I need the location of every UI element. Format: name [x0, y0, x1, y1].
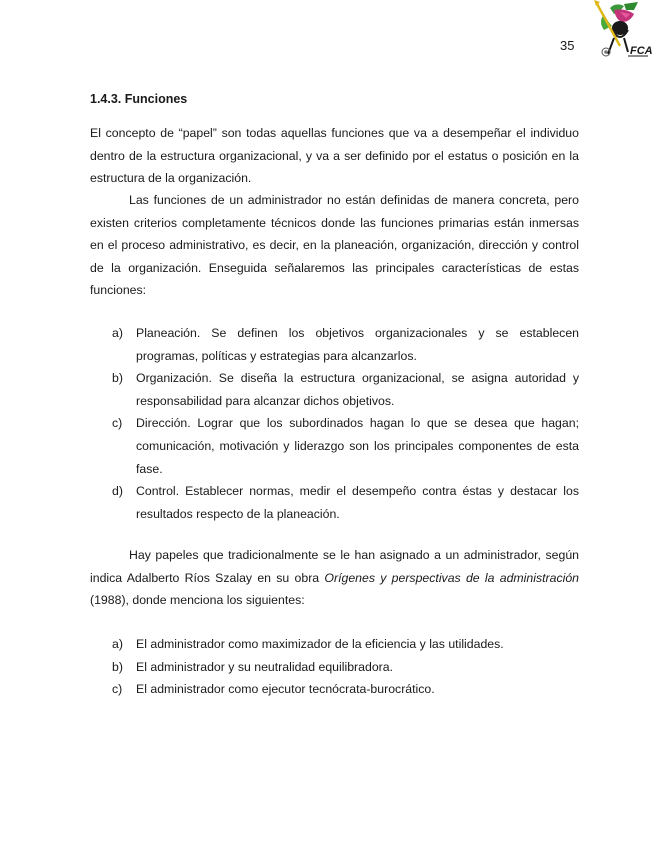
functions-list [90, 322, 579, 525]
fca-mascot-icon [590, 0, 652, 62]
list-marker: c) [112, 416, 123, 431]
list-item [90, 656, 579, 679]
list-marker: a) [112, 637, 123, 651]
list-marker: b) [112, 659, 123, 674]
list-item-text: El administrador como ejecutor tecnócrata-burocrático. [136, 682, 435, 697]
list-item [90, 678, 579, 701]
list-item-text: El administrador como maximizador de la eficiencia y las utilidades. [136, 637, 504, 651]
list-item-text: Control. Establecer normas, medir el desempeño contra éstas y destacar los resultados respecto de la planeación. [136, 484, 579, 521]
list-marker: b) [112, 371, 123, 386]
paragraph-administrator-roles [90, 544, 579, 612]
list-item [90, 367, 579, 412]
list-item [90, 412, 579, 480]
paragraph-role-concept: El concepto de “papel” son todas aquellas funciones que va a desempeñar el individuo dentro de la estructura organizacional, y va a ser definido por el estatus o posición en la estructura de la organización. [90, 126, 579, 186]
section-heading: 1.4.3. Funciones [90, 92, 188, 106]
paragraph-administrator-functions: Las funciones de un administrador no están definidas de manera concreta, pero existen criterios completamente técnicos donde las funciones primarias están inmersas en el proceso administrativo, es decir, en la planeación, organización, dirección y control de la organización. Enseguida señalaremos las principales características de estas funciones: [90, 193, 579, 298]
list-marker: c) [112, 682, 123, 697]
list-marker: d) [112, 484, 123, 499]
list-item-text: Planeación. Se definen los objetivos organizacionales y se establecen programas, políticas y estrategias para alcanzarlos. [136, 326, 579, 363]
fca-logo-text: FCA [630, 45, 652, 57]
roles-list [90, 633, 579, 701]
list-item-text: El administrador y su neutralidad equilibradora. [136, 659, 394, 674]
list-item [90, 633, 579, 656]
paragraph-text: Hay papeles que tradicionalmente se le han asignado a un administrador, según indica Adalberto Ríos Szalay en su obra [90, 548, 579, 585]
list-item [90, 322, 579, 367]
list-marker: a) [112, 326, 123, 340]
page-number: 35 [560, 38, 575, 53]
list-item-text: Dirección. Lograr que los subordinados hagan lo que se desea que hagan; comunicación, motivación y liderazgo son los principales componentes de esta fase. [136, 416, 579, 476]
list-item [90, 480, 579, 525]
paragraph-text: (1988), donde menciona los siguientes: [90, 593, 305, 608]
fca-logo [590, 0, 652, 62]
book-title: Orígenes y perspectivas de la administración [324, 570, 580, 585]
list-item-text: Organización. Se diseña la estructura organizacional, se asigna autoridad y responsabilidad para alcanzar dichos objetivos. [136, 371, 579, 408]
